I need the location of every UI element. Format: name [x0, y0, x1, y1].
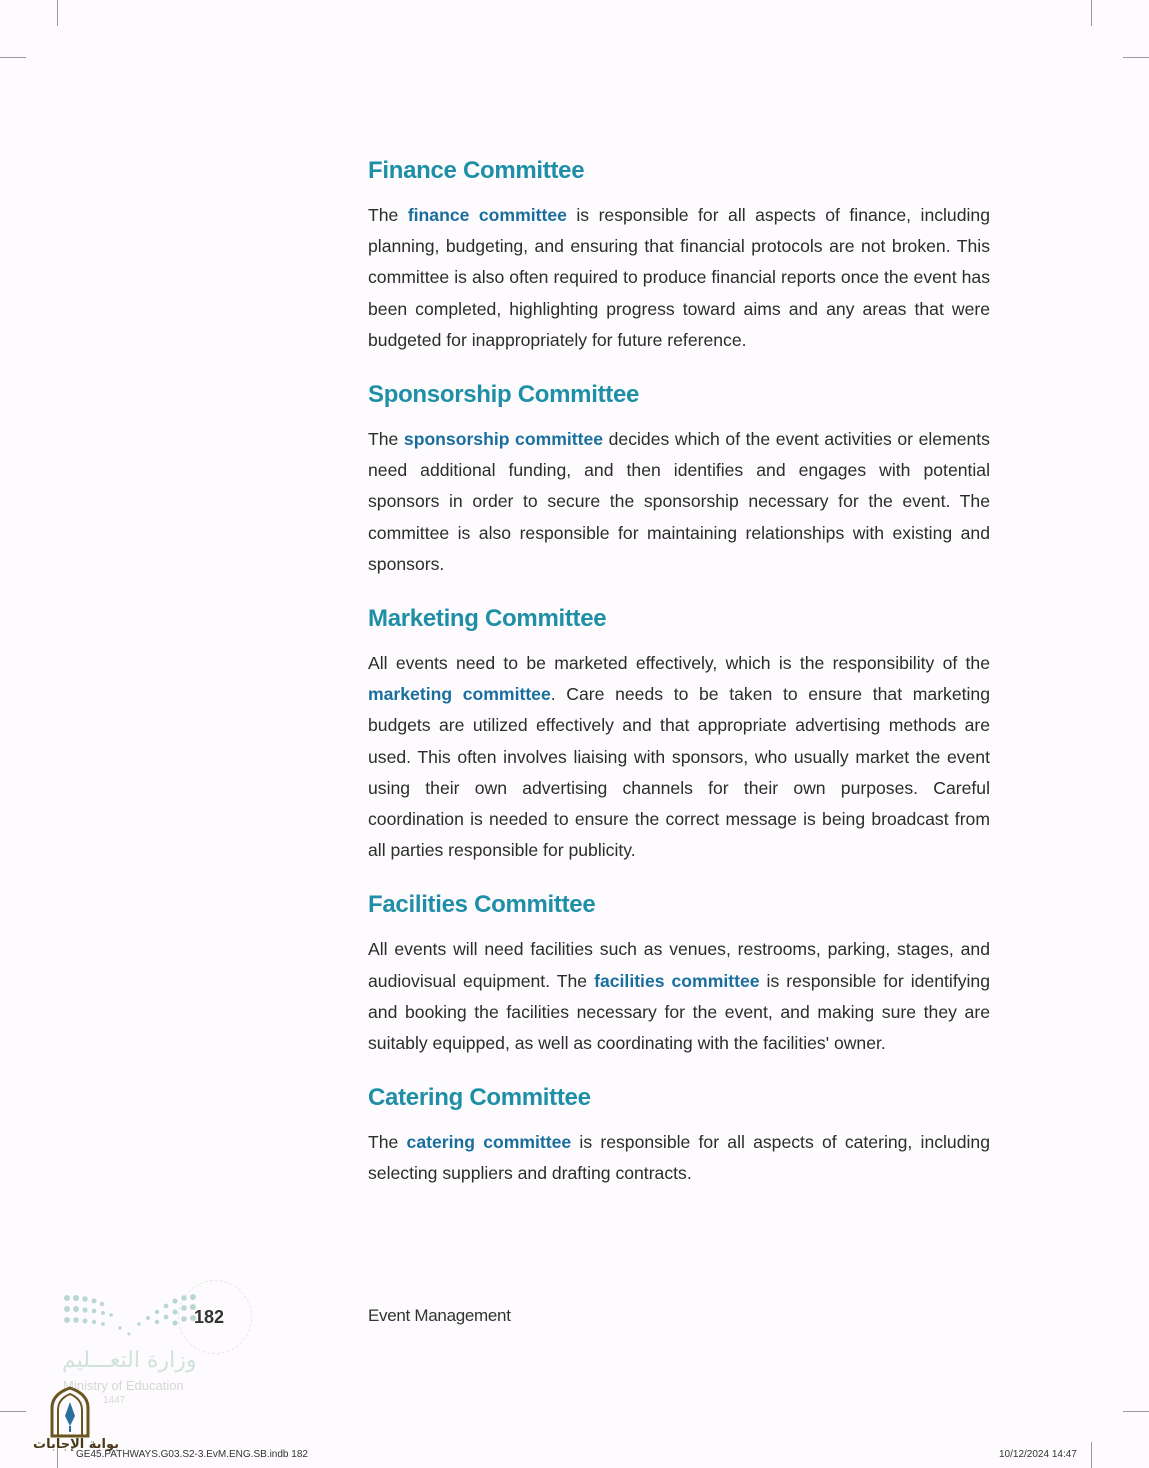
section-sponsorship [368, 376, 990, 580]
section-paragraph [368, 1127, 990, 1189]
key-term: facilities committee [594, 970, 760, 991]
crop-mark [0, 1411, 26, 1412]
key-term: catering committee [406, 1132, 572, 1153]
answers-portal-label: بوابة الإجابات [33, 1437, 119, 1452]
book-title: Event Management [368, 1306, 511, 1325]
section-heading: Catering Committee [368, 1084, 591, 1112]
paragraph-text: All events will need facilities such as venues, restrooms, parking, stages, and audiovisual equipment. The [368, 939, 990, 991]
paragraph-text: The [368, 429, 404, 450]
answers-portal-logo-icon [44, 1386, 96, 1438]
ministry-year: 1447 [103, 1395, 126, 1406]
ministry-name-arabic: وزارة التعـــليم [62, 1348, 197, 1373]
key-term: sponsorship committee [403, 429, 604, 450]
crop-mark [57, 0, 58, 26]
section-paragraph [368, 424, 990, 580]
section-paragraph [368, 648, 990, 866]
ministry-name-english: Ministry of Education [63, 1378, 184, 1393]
paragraph-text: The [368, 205, 408, 225]
ministry-logo-dots-icon [62, 1290, 198, 1338]
crop-mark [1091, 1442, 1092, 1468]
section-heading: Finance Committee [368, 157, 585, 184]
section-facilities [368, 886, 990, 1059]
key-term: finance committee [407, 205, 567, 225]
section-finance [368, 152, 990, 356]
paragraph-text: All events need to be marketed effectively, which is the responsibility of the [368, 653, 990, 674]
print-slug-date: 10/12/2024 14:47 [999, 1449, 1077, 1460]
crop-mark [1123, 1411, 1149, 1412]
print-slug-filename: GE45.PATHWAYS.G03.S2-3.EvM.ENG.SB.indb 182 [76, 1449, 308, 1460]
section-heading: Facilities Committee [368, 891, 596, 919]
section-paragraph [368, 934, 990, 1059]
paragraph-text: decides which of the event activities or elements need additional funding, and then identifies and engages with potential sponsors in order to secure the sponsorship necessary for the event. The committee is also responsible for maintaining relationships with existing and sponsors. [368, 429, 990, 574]
page-content [368, 152, 990, 1190]
paragraph-text: The [368, 1132, 407, 1153]
page-number: 182 [194, 1307, 225, 1327]
paragraph-text: is responsible for all aspects of catering, including selecting suppliers and drafting contracts. [368, 1132, 990, 1184]
section-marketing [368, 600, 990, 866]
paragraph-text: . Care needs to be taken to ensure that marketing budgets are utilized effectively and that appropriate advertising methods are used. This often involves liaising with sponsors, who usually market the event using their own advertising channels for their own purposes. Careful coordination is needed to ensure the correct message is being broadcast from all parties responsible for publicity. [368, 684, 991, 861]
key-term: marketing committee [368, 684, 551, 705]
section-heading: Marketing Committee [368, 605, 607, 633]
crop-mark [0, 57, 26, 58]
paragraph-text: is responsible for all aspects of finance, including planning, budgeting, and ensuring that financial protocols are not broken. This committee is also often required to produce financial reports once the event has been completed, highlighting progress toward aims and any areas that were budgeted for inappropriately for future reference. [368, 205, 990, 350]
section-heading: Sponsorship Committee [368, 381, 640, 409]
section-catering [368, 1079, 990, 1189]
paragraph-text: is responsible for identifying and booking the facilities necessary for the event, and making sure they are suitably equipped, as well as coordinating with the facilities' owner. [368, 970, 991, 1054]
crop-mark [1123, 57, 1149, 58]
crop-mark [1091, 0, 1092, 26]
section-paragraph [368, 200, 990, 356]
